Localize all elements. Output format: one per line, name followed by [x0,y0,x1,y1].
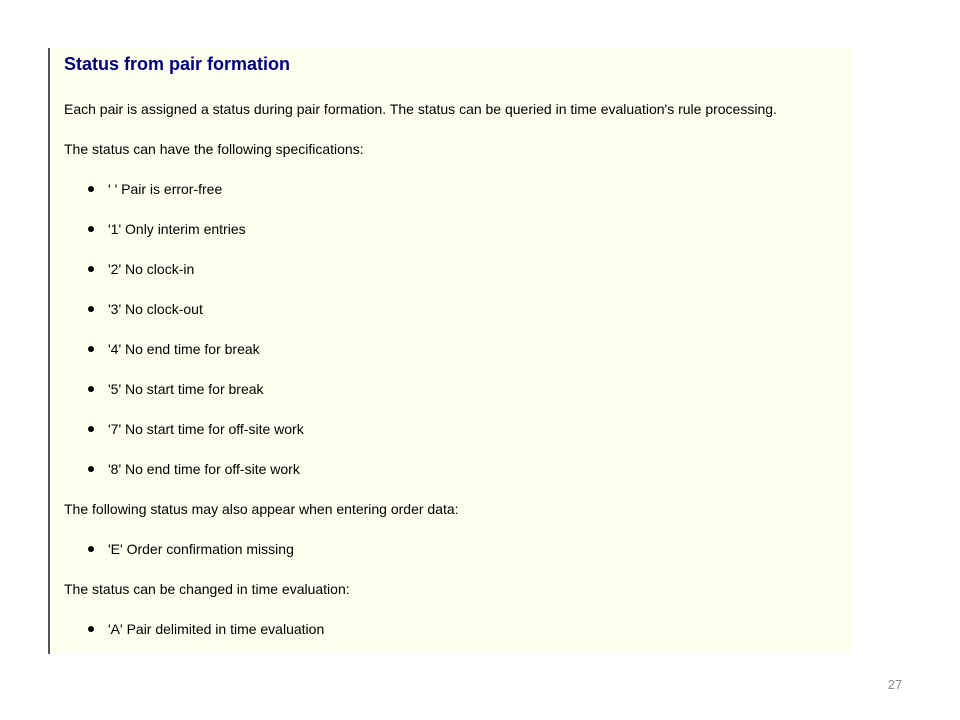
list-item [88,620,324,638]
bullet-icon [88,226,94,232]
bullet-icon [88,186,94,192]
list-item [88,380,264,398]
list-item [88,260,194,278]
doc-title: Status from pair formation [64,54,291,74]
bullet-icon [88,386,94,392]
list-item [88,460,300,478]
list-item [88,300,203,318]
list-item [88,420,304,438]
list-item-text: '5' No start time for break [108,381,264,397]
intro-paragraph: Each pair is assigned a status during pair formation. The status can be queried in time evaluation's rule processing. [64,101,777,117]
spec-intro-paragraph: The status can have the following specifications: [64,141,364,157]
bullet-icon [88,426,94,432]
page-number: 27 [887,677,903,692]
list-item-text: '8' No end time for off-site work [108,461,300,477]
document-panel [48,48,852,654]
list-item [88,180,222,198]
order-intro-paragraph: The following status may also appear when entering order data: [64,501,459,517]
list-item-text: '1' Only interim entries [108,221,246,237]
bullet-icon [88,546,94,552]
list-item [88,340,260,358]
list-item-text: '7' No start time for off-site work [108,421,304,437]
change-intro-paragraph: The status can be changed in time evaluation: [64,581,350,597]
bullet-icon [88,626,94,632]
list-item-text: 'E' Order confirmation missing [108,541,294,557]
bullet-icon [88,346,94,352]
list-item-text: ' ' Pair is error-free [108,181,223,197]
bullet-icon [88,266,94,272]
bullet-icon [88,466,94,472]
bullet-icon [88,306,94,312]
list-item-text: '2' No clock-in [108,261,195,277]
list-item-text: '3' No clock-out [108,301,203,317]
list-item-text: 'A' Pair delimited in time evaluation [108,621,325,637]
list-item [88,540,294,558]
list-item-text: '4' No end time for break [108,341,260,357]
list-item [88,220,246,238]
